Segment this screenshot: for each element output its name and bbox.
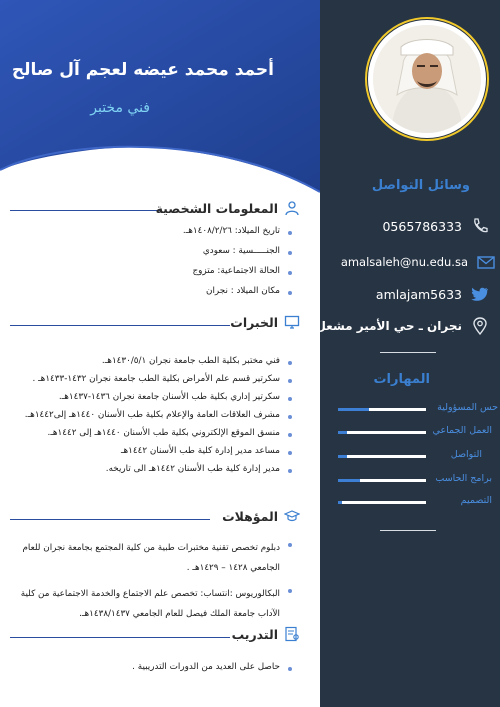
person-name: أحمد محمد عيضه لعجم آل صالح [11,60,274,80]
section-divider [10,325,230,326]
phone-value: 0565786333 [382,218,462,234]
skill-fill [338,455,347,458]
skill-track [338,501,426,504]
twitter-icon [470,284,490,304]
personal-info-list [183,226,292,296]
list-item: مكان الميلاد : نجران [183,286,292,296]
graduation-cap-icon [284,508,300,524]
skills-title: المهارات [373,372,430,387]
monitor-icon [284,314,300,330]
certificate-icon [284,626,300,642]
list-item: الجنـــــسية : سعودي [183,246,292,256]
section-title: التدريب [231,626,278,642]
skill-label: العمل الجماعي [432,425,492,436]
list-item: البكالوريوس :انتساب: تخصص علم الاجتماع والخدمة الاجتماعية من كلية الآداب جامعة الملك فيصل للعام الجامعي ١٤٣٨/١٤٣٧هـ. [20,584,292,624]
section-header-experience [226,314,300,330]
location-pin-icon [470,316,490,336]
skill-fill [338,479,360,482]
skill-fill [338,408,369,411]
skill-row [338,425,500,441]
experience-list [25,356,292,474]
skill-fill [338,501,342,504]
twitter-value: amlajam5633 [375,286,462,302]
list-item: تاريخ الميلاد: ١٤٠٨/٢/٢٦هـ. [183,226,292,236]
contact-title: وسائل التواصل [371,178,470,193]
skill-label: التواصل [450,449,482,460]
contact-twitter[interactable] [376,284,490,304]
list-item: حاصل على العديد من الدورات التدريبية . [132,662,292,672]
list-item: الحالة الاجتماعية: متزوج [183,266,292,276]
list-item: مشرف العلاقات العامة والإعلام بكلية طب الأسنان ١٤٤٠هـ إلى١٤٤٢هـ. [25,410,292,420]
sidebar-divider [380,530,436,531]
mail-icon [476,252,496,272]
skill-track [338,431,426,434]
skill-label: حس المسؤولية [437,402,498,413]
person-icon [284,200,300,216]
list-item: دبلوم تخصص تقنية مختبرات طبية من كلية المجتمع بجامعة نجران للعام الجامعي ١٤٢٨ – ١٤٢٩هـ . [20,538,292,578]
skill-fill [338,431,347,434]
section-title: الخبرات [230,314,278,330]
list-item: سكرتير إداري بكلية طب الأسنان جامعة نجران ١٤٣٦-١٤٣٧هـ. [25,392,292,402]
skill-label: برامج الحاسب [435,473,492,484]
section-divider [10,210,160,211]
list-item: سكرتير قسم علم الأمراض بكلية الطب جامعة نجران ١٤٣٢-١٤٣٣هـ . [25,374,292,384]
profile-photo [368,20,486,138]
contact-email[interactable] [341,252,496,272]
section-divider [10,519,210,520]
list-item: منسق الموقع الإلكتروني بكلية طب الأسنان ١٤٤٠هـ إلى ١٤٤٢هـ. [25,428,292,438]
job-title: فني مختبر [90,100,150,116]
section-header-training [232,626,300,642]
sidebar [315,0,500,707]
list-item: مساعد مدير إدارة كلية طب الأسنان ١٤٤٢هـ [25,446,292,456]
avatar [373,25,481,133]
email-value: amalsaleh@nu.edu.sa [340,255,468,269]
skill-row [338,449,500,465]
list-item: مدير إدارة كلية طب الأسنان ١٤٤٢هـ الى تاريخه. [25,464,292,474]
contact-phone[interactable] [382,216,490,236]
skill-row [338,495,500,511]
skill-row [338,402,500,418]
phone-icon [470,216,490,236]
section-header-personal [156,200,300,216]
section-title: المعلومات الشخصية [155,200,278,216]
contact-location[interactable] [315,316,490,336]
skill-label: التصميم [460,495,492,506]
skill-track [338,455,426,458]
qualifications-list [20,538,292,624]
section-header-qualifications [222,508,300,524]
location-value: نجران ـ حي الأمير مشعل [315,319,462,333]
header-banner [0,0,320,200]
skill-row [338,473,500,489]
section-divider [10,637,230,638]
sidebar-divider [380,352,436,353]
section-title: المؤهلات [222,508,278,524]
list-item: فني مختبر بكلية الطب جامعة نجران ١٤٣٠/٥/١هـ. [25,356,292,366]
training-list [132,662,292,672]
